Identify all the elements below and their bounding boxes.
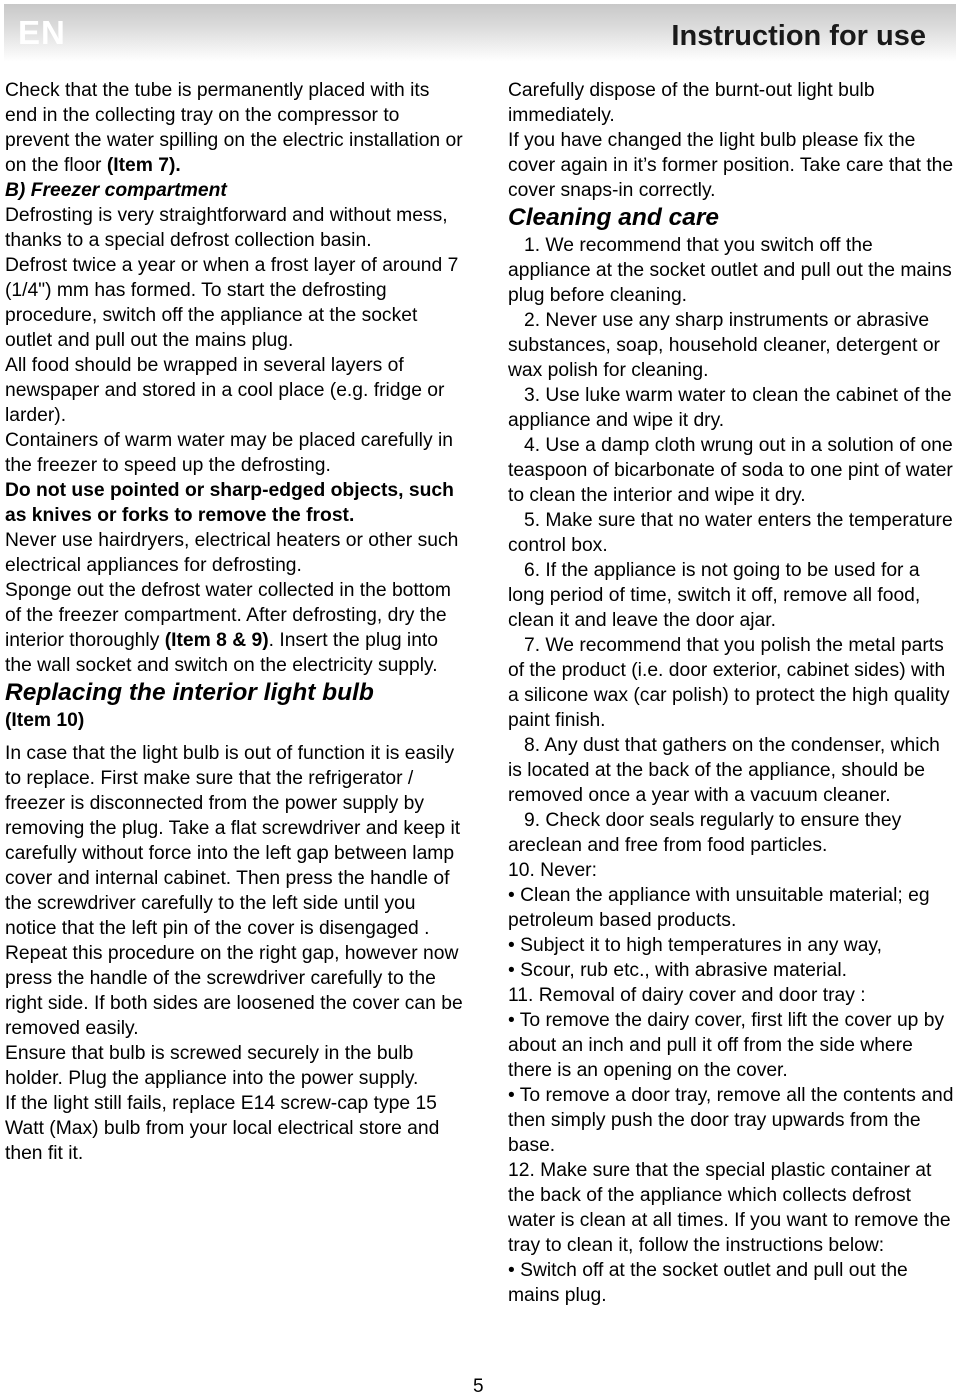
freezer-paragraph-1: Defrosting is very straightforward and without mess, thanks to a special defrost collection basin.	[5, 205, 448, 251]
dispose-paragraph-2: If you have changed the light bulb please fix the cover again in it’s former position. Take care that the cover snaps-in correctly.	[508, 130, 954, 201]
page-title: Instruction for use	[671, 20, 926, 52]
cleaning-item: 8. Any dust that gathers on the condenser, which is located at the back of the appliance, should be removed once a year with a vacuum cleaner.	[508, 735, 940, 806]
cleaning-item: 2. Never use any sharp instruments or abrasive substances, soap, household cleaner, detergent or wax polish for cleaning.	[508, 310, 940, 381]
freezer-paragraph-2: Defrost twice a year or when a frost layer of around 7 (1/4") mm has formed. To start the defrosting procedure, switch off the appliance at the socket outlet and pull out the mains plug.	[5, 255, 459, 351]
freezer-warning: Do not use pointed or sharp-edged objects, such as knives or forks to remove the frost.	[5, 480, 454, 526]
page-number: 5	[473, 1376, 484, 1397]
replace-bulb-item-ref: (Item 10)	[5, 710, 85, 731]
item-12: 12. Make sure that the special plastic container at the back of the appliance which collects defrost water is clean at all times. If you want to remove the tray to clean it, follow the instructions below:	[508, 1160, 951, 1256]
freezer-paragraph-3: All food should be wrapped in several layers of newspaper and stored in a cool place (e.g. fridge or larder).	[5, 355, 445, 426]
right-column	[508, 78, 955, 1308]
cleaning-item: 7. We recommend that you polish the metal parts of the product (i.e. door exterior, cabinet sides) with a silicone wax (car polish) to protect the high quality paint finish.	[508, 635, 950, 731]
dairy-bullet: • To remove the dairy cover, first lift the cover up by about an inch and pull it off from the side where there is an opening on the cover.	[508, 1010, 945, 1081]
freezer-heading: B) Freezer compartment	[5, 180, 227, 201]
left-column	[5, 78, 463, 1166]
header-bar	[4, 4, 956, 62]
cleaning-item: 1. We recommend that you switch off the appliance at the socket outlet and pull out the mains plug before cleaning.	[508, 235, 952, 306]
cleaning-heading: Cleaning and care	[508, 204, 720, 231]
freezer-paragraph-5: Never use hairdryers, electrical heaters or other such electrical appliances for defrosting.	[5, 530, 459, 576]
cleaning-item: 6. If the appliance is not going to be used for a long period of time, switch it off, remove all food, clean it and leave the door ajar.	[508, 560, 921, 631]
never-bullet: • Scour, rub etc., with abrasive material.	[508, 960, 847, 981]
cleaning-item: 3. Use luke warm water to clean the cabinet of the appliance and wipe it dry.	[508, 385, 952, 431]
dispose-paragraph-1: Carefully dispose of the burnt-out light bulb immediately.	[508, 80, 875, 126]
replace-bulb-heading: Replacing the interior light bulb	[5, 679, 374, 706]
never-bullet: • Subject it to high temperatures in any way,	[508, 935, 882, 956]
freezer-paragraph-6: Sponge out the defrost water collected in the bottom of the freezer compartment. After defrosting, dry the interior thoroughly (Item 8 & 9). Insert the plug into the wall socket and switch on the electricity supply.	[5, 580, 451, 676]
tube-paragraph: Check that the tube is permanently placed with its end in the collecting tray on the compressor to prevent the water spilling on the electric installation or on the floor (Item 7).	[5, 80, 463, 176]
replace-paragraph-2: Ensure that bulb is screwed securely in the bulb holder. Plug the appliance into the power supply.	[5, 1043, 419, 1089]
cleaning-item: 4. Use a damp cloth wrung out in a solution of one teaspoon of bicarbonate of soda to one pint of water to clean the interior and wipe it dry.	[508, 435, 953, 506]
replace-paragraph-1: In case that the light bulb is out of function it is easily to replace. First make sure that the refrigerator / freezer is disconnected from the power supply by removing the plug. Take a flat screwdriver and keep it carefully without force into the left gap between lamp cover and internal cabinet. Then press the handle of the screwdriver carefully to the left side until you notice that the left pin of the cover is disengaged . Repeat this procedure on the right gap, however now press the handle of the screwdriver carefully to the right side. If both sides are loosened the cover can be removed easily.	[5, 743, 463, 1039]
language-label: EN	[18, 14, 66, 51]
never-bullet: • Clean the appliance with unsuitable material; eg petroleum based products.	[508, 885, 930, 931]
freezer-paragraph-4: Containers of warm water may be placed carefully in the freezer to speed up the defrosting.	[5, 430, 453, 476]
dairy-heading: 11. Removal of dairy cover and door tray :	[508, 985, 866, 1006]
never-heading: 10. Never:	[508, 860, 597, 881]
dairy-bullet: • To remove a door tray, remove all the contents and then simply push the door tray upwards from the base.	[508, 1085, 954, 1156]
replace-paragraph-3: If the light still fails, replace E14 screw-cap type 15 Watt (Max) bulb from your local electrical store and then fit it.	[5, 1093, 440, 1164]
cleaning-item: 5. Make sure that no water enters the temperature control box.	[508, 510, 953, 556]
cleaning-item: 9. Check door seals regularly to ensure they areclean and free from food particles.	[508, 810, 902, 856]
item-12-bullet: • Switch off at the socket outlet and pull out the mains plug.	[508, 1260, 908, 1306]
